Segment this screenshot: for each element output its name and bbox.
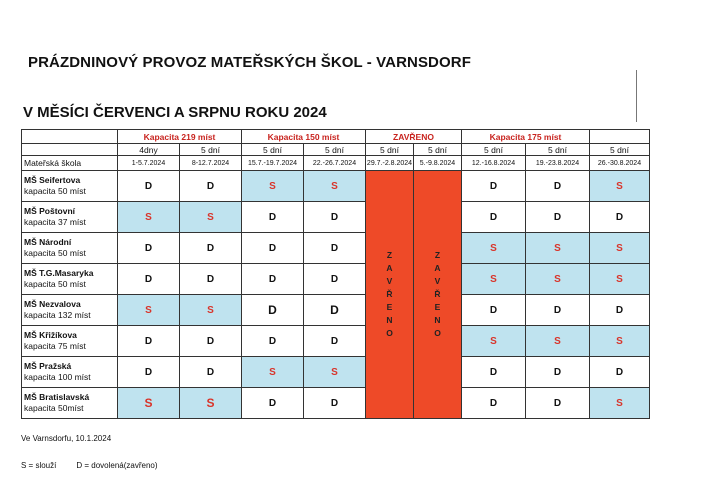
holiday-cell: D — [462, 357, 526, 388]
table-row — [22, 357, 650, 388]
holiday-cell: D — [180, 264, 242, 295]
serving-cell: S — [590, 264, 650, 295]
closed-letter: A — [434, 263, 441, 273]
page-title: PRÁZDNINOVÝ PROVOZ MATEŘSKÝCH ŠKOL - VARNSDORF — [28, 54, 471, 71]
schedule-table — [21, 129, 650, 419]
table-row — [22, 326, 650, 357]
duration-cell: 5 dní — [242, 144, 304, 156]
closed-letter: Ř — [386, 289, 393, 299]
closed-letter: N — [386, 315, 393, 325]
school-capacity: kapacita 37 míst — [24, 217, 86, 227]
school-capacity: kapacita 50 míst — [24, 248, 86, 258]
school-cell — [22, 171, 118, 202]
holiday-cell: D — [242, 264, 304, 295]
holiday-cell: D — [118, 326, 180, 357]
closed-letter: O — [434, 328, 441, 338]
holiday-cell: D — [526, 357, 590, 388]
legend — [21, 461, 158, 470]
serving-cell: S — [180, 388, 242, 419]
date-cell: 5.-9.8.2024 — [414, 156, 462, 171]
duration-cell: 5 dní — [414, 144, 462, 156]
school-name: MŠ Národní — [24, 237, 72, 247]
holiday-cell: D — [242, 233, 304, 264]
school-name: MŠ Poštovní — [24, 206, 76, 216]
duration-cell: 5 dní — [304, 144, 366, 156]
duration-cell: 5 dní — [590, 144, 650, 156]
serving-cell: S — [118, 388, 180, 419]
page-subtitle: V MĚSÍCI ČERVENCI A SRPNU ROKU 2024 — [23, 104, 327, 121]
holiday-cell: D — [590, 202, 650, 233]
capacity-header: Kapacita 175 míst — [462, 130, 590, 144]
closed-letter: E — [434, 302, 441, 312]
serving-cell: S — [590, 388, 650, 419]
serving-cell: S — [180, 295, 242, 326]
serving-cell: S — [118, 202, 180, 233]
date-cell: 22.-26.7.2024 — [304, 156, 366, 171]
school-name: MŠ Seifertova — [24, 175, 81, 185]
school-name: MŠ Bratislavská — [24, 392, 90, 402]
school-capacity: kapacita 100 míst — [24, 372, 91, 382]
school-capacity: kapacita 50míst — [24, 403, 84, 413]
table-row — [22, 233, 650, 264]
capacity-header: Kapacita 150 míst — [242, 130, 366, 144]
serving-cell: S — [304, 357, 366, 388]
serving-cell: S — [118, 295, 180, 326]
holiday-cell: D — [180, 357, 242, 388]
closed-week-cell — [414, 171, 462, 419]
legend-holiday: D = dovolená(zavřeno) — [76, 461, 158, 470]
holiday-cell: D — [304, 326, 366, 357]
capacity-header: Kapacita 219 míst — [118, 130, 242, 144]
holiday-cell: D — [526, 202, 590, 233]
school-capacity: kapacita 132 míst — [24, 310, 91, 320]
holiday-cell: D — [304, 264, 366, 295]
duration-empty — [22, 144, 118, 156]
duration-cell: 5 dní — [366, 144, 414, 156]
holiday-cell: D — [304, 388, 366, 419]
serving-cell: S — [526, 233, 590, 264]
school-name: MŠ Pražská — [24, 361, 72, 371]
closed-letter: V — [434, 276, 441, 286]
serving-cell: S — [590, 233, 650, 264]
holiday-cell: D — [304, 295, 366, 326]
date-cell: 1-5.7.2024 — [118, 156, 180, 171]
holiday-cell: D — [180, 326, 242, 357]
date-cell: 15.7.-19.7.2024 — [242, 156, 304, 171]
closed-letter: Ř — [434, 289, 441, 299]
school-cell — [22, 326, 118, 357]
serving-cell: S — [242, 171, 304, 202]
duration-cell: 5 dní — [462, 144, 526, 156]
holiday-cell: D — [180, 233, 242, 264]
place-date: Ve Varnsdorfu, 10.1.2024 — [21, 434, 112, 443]
holiday-cell: D — [118, 264, 180, 295]
closed-letter: Z — [386, 250, 393, 260]
holiday-cell: D — [590, 295, 650, 326]
table-row — [22, 388, 650, 419]
holiday-cell: D — [180, 171, 242, 202]
holiday-cell: D — [242, 326, 304, 357]
closed-letter: Z — [434, 250, 441, 260]
serving-cell: S — [526, 264, 590, 295]
closed-letter: V — [386, 276, 393, 286]
serving-cell: S — [590, 326, 650, 357]
holiday-cell: D — [590, 357, 650, 388]
closed-header: ZAVŘENO — [366, 130, 462, 144]
school-cell — [22, 357, 118, 388]
divider-line — [636, 70, 637, 122]
table-row — [22, 202, 650, 233]
closed-letter: O — [386, 328, 393, 338]
school-cell — [22, 264, 118, 295]
duration-cell: 5 dní — [526, 144, 590, 156]
school-name: MŠ Křižíkova — [24, 330, 77, 340]
table-row — [22, 295, 650, 326]
duration-cell: 4dny — [118, 144, 180, 156]
holiday-cell: D — [118, 171, 180, 202]
holiday-cell: D — [118, 357, 180, 388]
holiday-cell: D — [462, 295, 526, 326]
holiday-cell: D — [304, 233, 366, 264]
holiday-cell: D — [242, 295, 304, 326]
holiday-cell: D — [462, 388, 526, 419]
holiday-cell: D — [118, 233, 180, 264]
school-name: MŠ Nezvalova — [24, 299, 81, 309]
closed-letter: N — [434, 315, 441, 325]
holiday-cell: D — [462, 171, 526, 202]
serving-cell: S — [462, 233, 526, 264]
date-cell: 12.-16.8.2024 — [462, 156, 526, 171]
closed-letter: E — [386, 302, 393, 312]
serving-cell: S — [180, 202, 242, 233]
school-name: MŠ T.G.Masaryka — [24, 268, 94, 278]
serving-cell: S — [242, 357, 304, 388]
table-row — [22, 264, 650, 295]
school-capacity: kapacita 50 míst — [24, 279, 86, 289]
header-empty — [22, 130, 118, 144]
holiday-cell: D — [242, 202, 304, 233]
school-cell — [22, 388, 118, 419]
serving-cell: S — [462, 264, 526, 295]
serving-cell: S — [526, 326, 590, 357]
holiday-cell: D — [242, 388, 304, 419]
school-capacity: kapacita 50 míst — [24, 186, 86, 196]
date-cell: 29.7.-2.8.2024 — [366, 156, 414, 171]
school-cell — [22, 233, 118, 264]
date-cell: 26.-30.8.2024 — [590, 156, 650, 171]
table-row — [22, 171, 650, 202]
holiday-cell: D — [462, 202, 526, 233]
holiday-cell: D — [526, 388, 590, 419]
closed-week-cell — [366, 171, 414, 419]
holiday-cell: D — [304, 202, 366, 233]
date-cell: 8-12.7.2024 — [180, 156, 242, 171]
closed-letter: A — [386, 263, 393, 273]
serving-cell: S — [462, 326, 526, 357]
duration-cell: 5 dní — [180, 144, 242, 156]
school-capacity: kapacita 75 míst — [24, 341, 86, 351]
holiday-cell: D — [526, 295, 590, 326]
serving-cell: S — [304, 171, 366, 202]
holiday-cell: D — [526, 171, 590, 202]
serving-cell: S — [590, 171, 650, 202]
school-column-header: Mateřská škola — [22, 156, 118, 171]
capacity-header — [590, 130, 650, 144]
legend-serving: S = slouží — [21, 461, 57, 470]
date-cell: 19.-23.8.2024 — [526, 156, 590, 171]
school-cell — [22, 295, 118, 326]
school-cell — [22, 202, 118, 233]
